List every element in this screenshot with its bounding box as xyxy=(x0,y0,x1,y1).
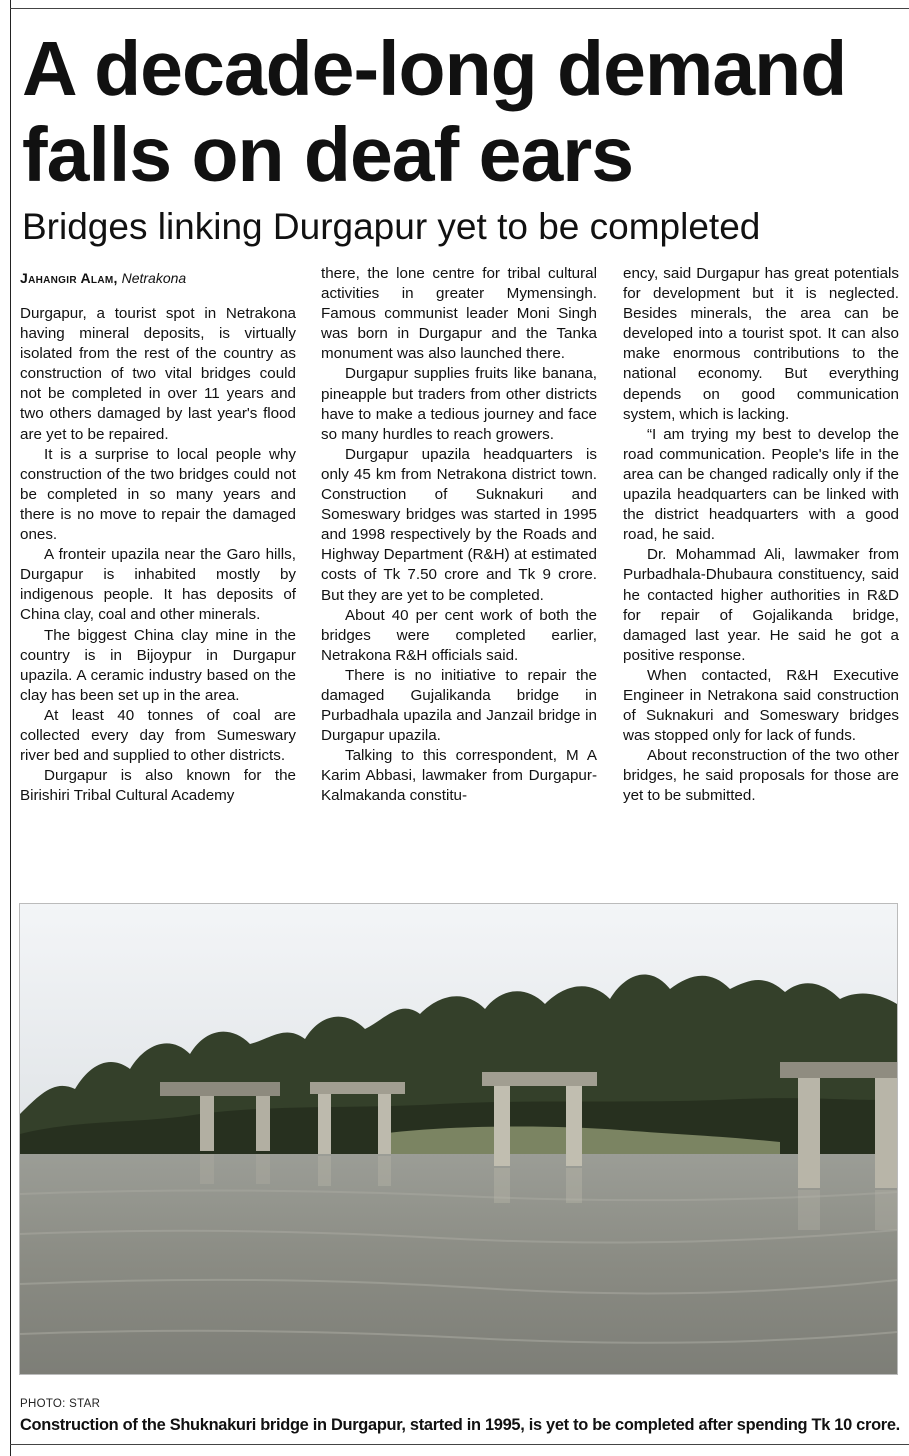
paragraph: Durgapur is also known for the Birishiri Tribal Cultural Academy xyxy=(20,767,296,805)
bridge-pillar xyxy=(256,1096,270,1151)
reflection xyxy=(566,1168,582,1203)
paragraph: About reconstruction of the two other bridges, he said proposals for those are yet to be submitted. xyxy=(623,747,899,805)
paragraph: It is a surprise to local people why construction of the two bridges could not be completed in so many years and there is no move to repair the damaged ones. xyxy=(20,445,296,544)
reflection xyxy=(494,1168,510,1203)
reflection xyxy=(318,1156,331,1186)
paragraph: there, the lone centre for tribal cultural activities in greater Mymensingh. Famous communist leader Moni Singh was born in Durgapur and the Tanka monument was also launched there. xyxy=(321,265,597,363)
top-rule xyxy=(10,8,909,9)
photo-credit: PHOTO: STAR xyxy=(20,1398,101,1410)
paragraph: Dr. Mohammad Ali, lawmaker from Purbadhala-Dhubaura constituency, said he contacted higher authorities in R&D for repair of Gojalikanda bridge, damaged last year. He said he got a positive response. xyxy=(623,546,899,664)
reflection xyxy=(798,1190,820,1230)
article-column-1 xyxy=(20,304,296,806)
reflection xyxy=(256,1154,270,1184)
bridge-cap xyxy=(310,1082,405,1094)
bridge-pillar xyxy=(798,1078,820,1188)
bridge-pillar xyxy=(318,1094,331,1154)
paragraph: About 40 per cent work of both the bridges were completed earlier, Netrakona R&H officials said. xyxy=(321,606,597,664)
byline-place: Netrakona xyxy=(121,270,187,286)
bridge-pillar xyxy=(378,1094,391,1154)
paragraph: ency, said Durgapur has great potentials for development but it is neglected. Besides minerals, the area can be developed into a tourist spot. It can also make enormous contributions to the national economy. But everything depends on good communication system, which is lacking. xyxy=(623,265,899,423)
bridge-pillar xyxy=(200,1096,214,1151)
subheadline: Bridges linking Durgapur yet to be completed xyxy=(22,206,761,247)
bridge-cap xyxy=(482,1072,597,1086)
article-column-3 xyxy=(623,264,899,807)
bridge-pillar xyxy=(875,1078,897,1188)
reflection xyxy=(200,1154,214,1184)
article-column-2 xyxy=(321,264,597,807)
paragraph: “I am trying my best to develop the road communication. People's life in the area can be changed radically only if the upazila headquarters can be linked with the district headquarters with a good road, he said. xyxy=(623,425,899,544)
bridge-cap xyxy=(780,1062,897,1078)
byline xyxy=(20,268,300,288)
river-bridge-photo xyxy=(20,904,897,1374)
bridge-pillar xyxy=(566,1086,582,1166)
paragraph: At least 40 tonnes of coal are collected every day from Sumeswary river bed and supplied to other districts. xyxy=(20,706,296,765)
paragraph: Durgapur supplies fruits like banana, pineapple but traders from other districts have to make a tedious journey and face so many hurdles to reach growers. xyxy=(321,365,597,443)
byline-name: Jahangir Alam, xyxy=(20,270,118,286)
reflection xyxy=(875,1190,897,1230)
page-border xyxy=(10,0,11,1456)
bridge-pillar xyxy=(494,1086,510,1166)
bridge-deck xyxy=(160,1082,280,1096)
news-photo xyxy=(19,903,898,1375)
reflection xyxy=(378,1156,391,1186)
paragraph: When contacted, R&H Executive Engineer in Netrakona said construction of Suknakuri and Someswary bridges was stopped only for lack of funds. xyxy=(623,666,899,745)
paragraph: The biggest China clay mine in the country is in Bijoypur in Durgapur upazila. A ceramic industry based on the clay has been set up in the area. xyxy=(20,626,296,704)
paragraph: A fronteir upazila near the Garo hills, Durgapur is inhabited mostly by indigenous people. It has deposits of China clay, coal and other minerals. xyxy=(20,546,296,624)
bottom-rule xyxy=(10,1444,909,1445)
paragraph: There is no initiative to repair the damaged Gujalikanda bridge in Purbadhala upazila and Janzail bridge in Durgapur upazila. xyxy=(321,666,597,745)
paragraph: Talking to this correspondent, M A Karim Abbasi, lawmaker from Durgapur-Kalmakanda constitu- xyxy=(321,747,597,805)
paragraph: Durgapur, a tourist spot in Netrakona having mineral deposits, is virtually isolated from the rest of the country as construction of two vital bridges could not be completed in over 11 years and two others damaged by last year's flood are yet to be repaired. xyxy=(20,305,296,443)
paragraph: Durgapur upazila headquarters is only 45 km from Netrakona district town. Construction of Suknakuri and Someswary bridges was started in 1995 and 1998 respectively by the Roads and Highway Department (R&H) at estimated costs of Tk 7.50 crore and Tk 9 crore. But they are yet to be completed. xyxy=(321,445,597,604)
headline: A decade-long demand falls on deaf ears xyxy=(22,26,847,198)
photo-caption: Construction of the Shuknakuri bridge in Durgapur, started in 1995, is yet to be completed after spending Tk 10 crore. xyxy=(20,1416,900,1434)
